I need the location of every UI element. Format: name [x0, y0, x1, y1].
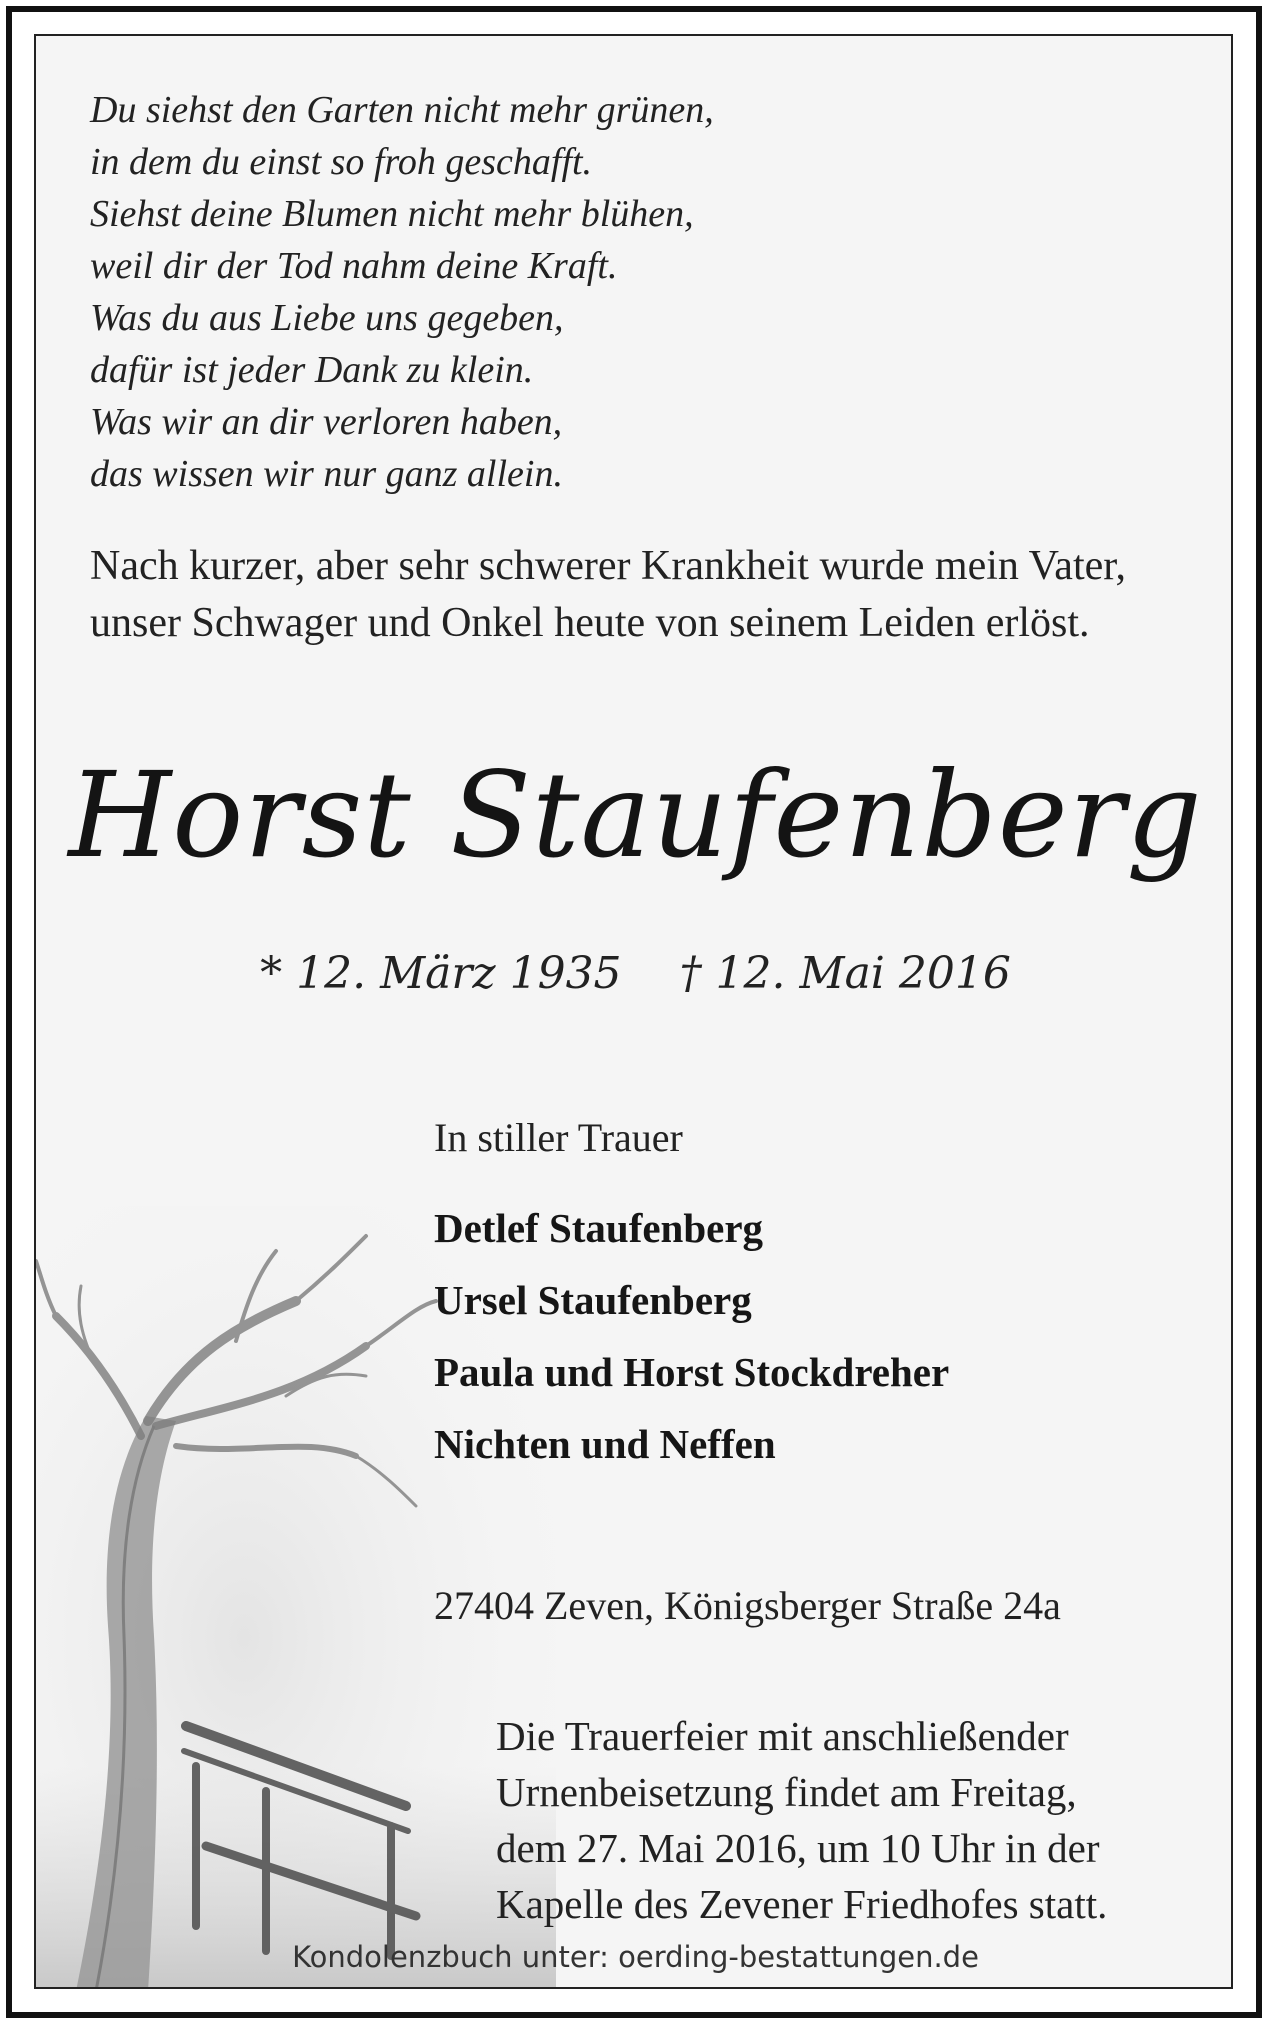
mourner-name: Ursel Staufenberg [434, 1277, 752, 1323]
ceremony-line: Urnenbeisetzung findet am Freitag, [496, 1769, 1077, 1815]
obituary-inner-frame [34, 34, 1233, 1989]
mourner-name: Paula und Horst Stockdreher [434, 1349, 950, 1395]
poem-line: weil dir der Tod nahm deine Kraft. [90, 245, 618, 287]
poem-line: das wissen wir nur ganz allein. [90, 453, 563, 495]
poem-line: in dem du einst so froh geschafft. [90, 141, 593, 183]
mourning-label: In stiller Trauer [434, 1115, 683, 1160]
deceased-name: Horst Staufenberg [68, 746, 1203, 884]
mourners-list [434, 1192, 949, 1480]
life-dates [36, 948, 1233, 999]
obituary-outer-frame [6, 6, 1262, 2018]
mourner-name: Detlef Staufenberg [434, 1205, 764, 1251]
ceremony-line: Kapelle des Zevener Friedhofes statt. [496, 1881, 1108, 1927]
condolence-link[interactable]: Kondolenzbuch unter: oerding-bestattungen.de [292, 1940, 979, 1974]
poem-line: Was wir an dir verloren haben, [90, 401, 563, 443]
poem [90, 84, 714, 500]
intro-text: Nach kurzer, aber sehr schwerer Krankheit wurde mein Vater, unser Schwager und Onkel heute von seinem Leiden erlöst. [90, 543, 1127, 646]
address: 27404 Zeven, Königsberger Straße 24a [434, 1583, 1061, 1628]
poem-line: Was du aus Liebe uns gegeben, [90, 297, 564, 339]
poem-line: dafür ist jeder Dank zu klein. [90, 349, 534, 391]
mourner-name: Nichten und Neffen [434, 1421, 776, 1467]
poem-line: Du siehst den Garten nicht mehr grünen, [90, 89, 714, 131]
poem-line: Siehst deine Blumen nicht mehr blühen, [90, 193, 694, 235]
ceremony-notice [496, 1708, 1107, 1932]
ceremony-line: Die Trauerfeier mit anschließender [496, 1713, 1069, 1759]
death-date: † 12. Mai 2016 [679, 948, 1011, 999]
ceremony-line: dem 27. Mai 2016, um 10 Uhr in der [496, 1825, 1100, 1871]
birth-date: * 12. März 1935 [260, 948, 622, 999]
